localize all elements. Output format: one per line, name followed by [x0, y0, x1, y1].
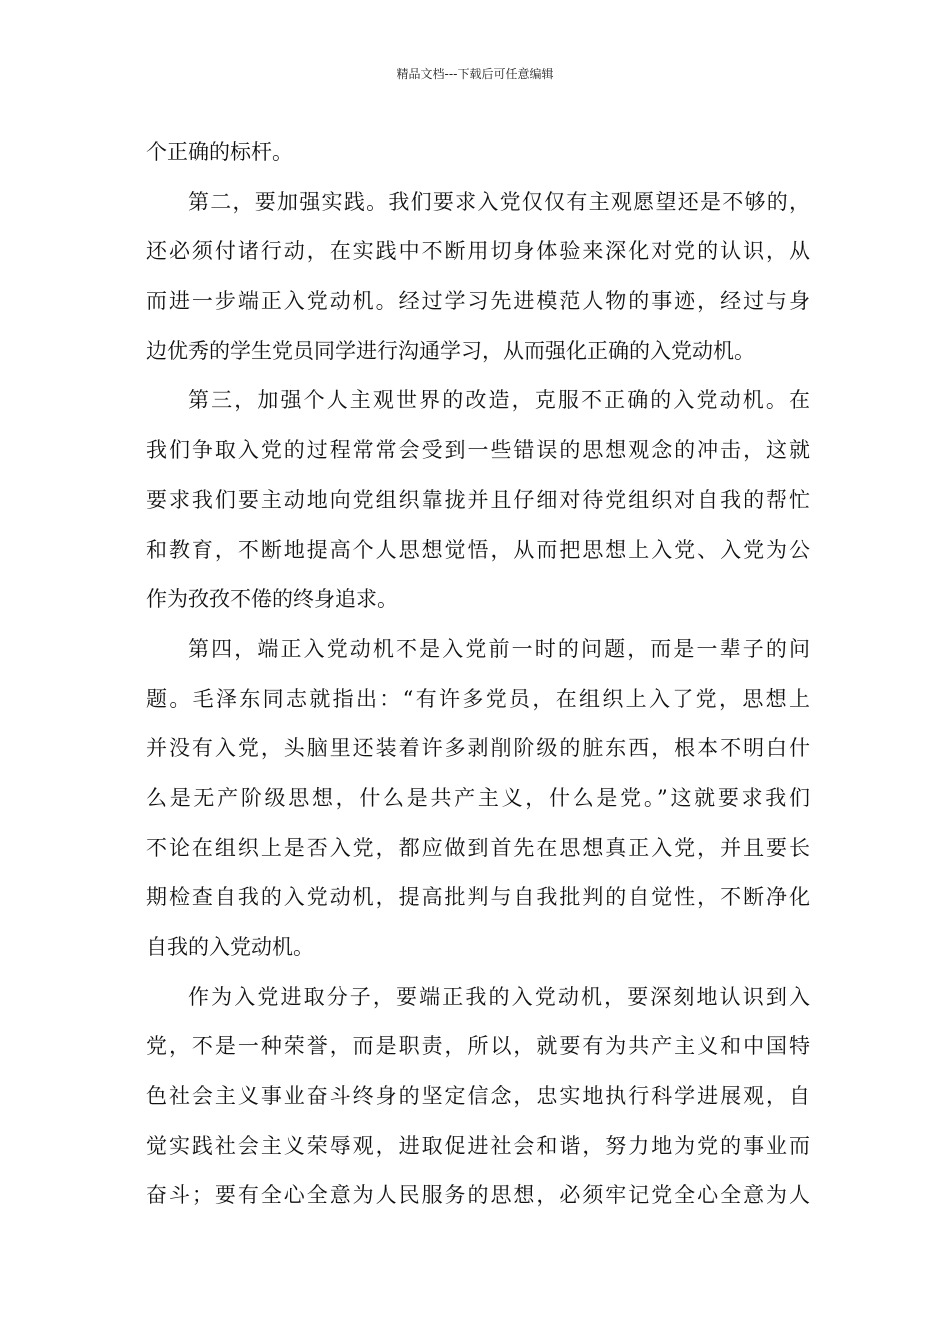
- page-header: 精品文档---下载后可任意编辑: [396, 67, 554, 81]
- text-line: 不论在组织上是否入党，都应做到首先在思想真正入党，并且要长: [146, 835, 810, 860]
- paragraph-continuation: [146, 128, 810, 178]
- paragraph-third-point: [146, 376, 810, 624]
- text-line: 第三，加强个人主观世界的改造，克服不正确的入党动机。在: [188, 388, 810, 413]
- text-line: 党，不是一种荣誉，而是职责，所以，就要有为共产主义和中国特: [146, 1034, 810, 1059]
- text-line: 题。毛泽东同志就指出：“有许多党员，在组织上入了党，思想上: [146, 686, 810, 711]
- text-line: 么是无产阶级思想，什么是共产主义，什么是党。”这就要求我们: [146, 785, 810, 810]
- text-line: 第二，要加强实践。我们要求入党仅仅有主观愿望还是不够的，: [188, 189, 810, 214]
- text-line: 作为入党进取分子，要端正我的入党动机，要深刻地认识到入: [188, 984, 810, 1009]
- text-line: 要求我们要主动地向党组织靠拢并且仔细对待党组织对自我的帮忙: [146, 487, 810, 512]
- text-line: 第四，端正入党动机不是入党前一时的问题，而是一辈子的问: [188, 636, 810, 661]
- text-line: 我们争取入党的过程常常会受到一些错误的思想观念的冲击，这就: [146, 438, 810, 463]
- text-line: 自我的入党动机。: [146, 935, 314, 959]
- text-line: 色社会主义事业奋斗终身的坚定信念，忠实地执行科学进展观，自: [146, 1084, 810, 1109]
- text-line: 期检查自我的入党动机，提高批判与自我批判的自觉性，不断净化: [146, 885, 810, 910]
- text-line: 而进一步端正入党动机。经过学习先进模范人物的事迹，经过与身: [146, 289, 810, 314]
- paragraph-second-point: [146, 178, 810, 377]
- text-line: 边优秀的学生党员同学进行沟通学习，从而强化正确的入党动机。: [146, 338, 755, 363]
- text-line: 奋斗；要有全心全意为人民服务的思想，必须牢记党全心全意为人: [146, 1183, 810, 1208]
- paragraph-conclusion: [146, 973, 810, 1221]
- text-line: 并没有入党，头脑里还装着许多剥削阶级的脏东西，根本不明白什: [146, 736, 810, 761]
- text-line: 作为孜孜不倦的终身追求。: [146, 587, 398, 612]
- text-line: 还必须付诸行动，在实践中不断用切身体验来深化对党的认识，从: [146, 239, 810, 264]
- text-line: 和教育，不断地提高个人思想觉悟，从而把思想上入党、入党为公: [146, 537, 810, 562]
- text-line: 觉实践社会主义荣辱观，进取促进社会和谐，努力地为党的事业而: [146, 1133, 810, 1158]
- paragraph-fourth-point: [146, 625, 810, 973]
- text-line: 个正确的标杆。: [146, 140, 293, 164]
- document-body: [146, 128, 810, 1221]
